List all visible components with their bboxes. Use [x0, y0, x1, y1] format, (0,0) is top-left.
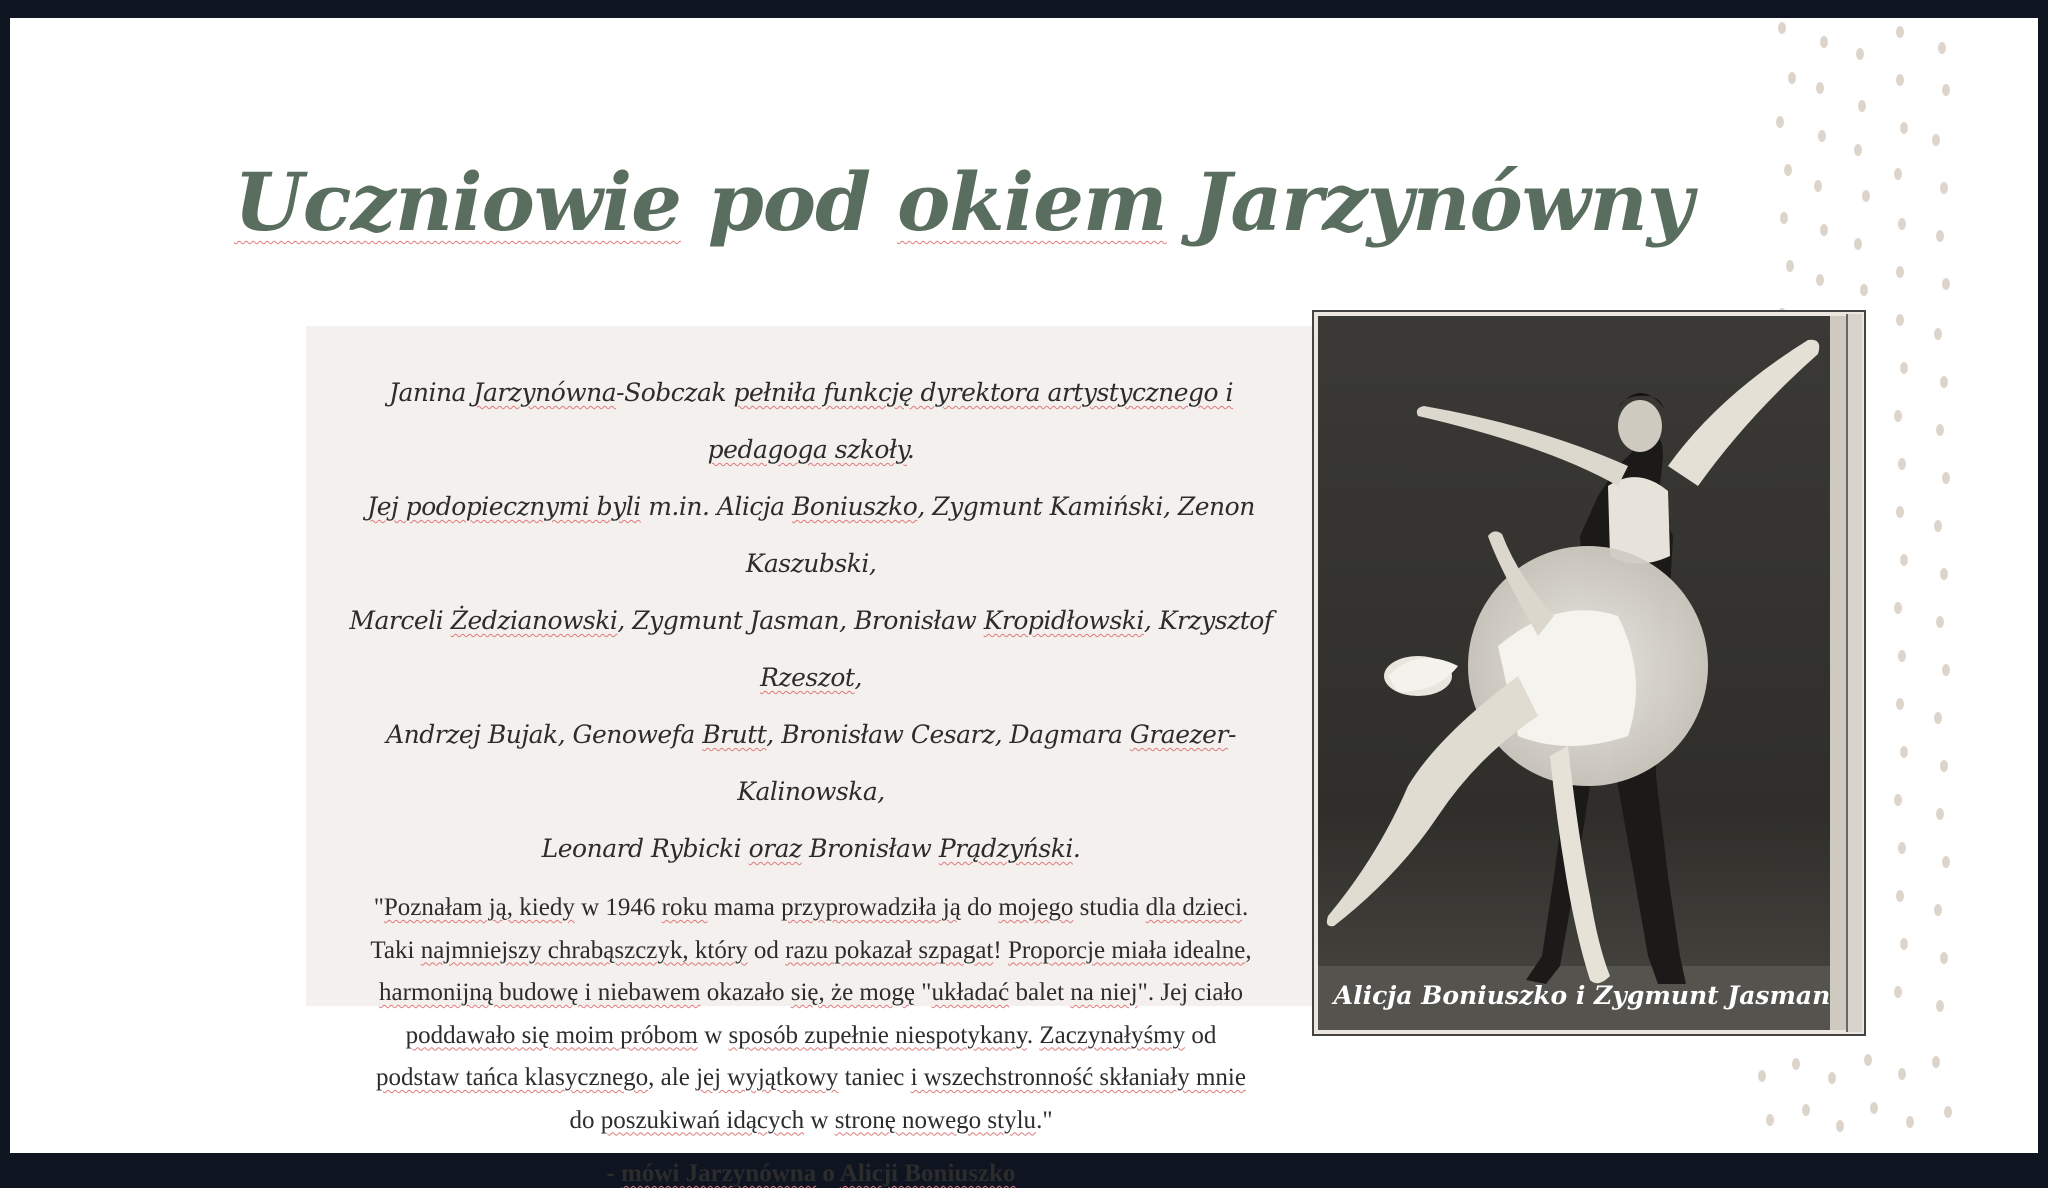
text-run: -: [606, 1160, 622, 1187]
text-run: okazało: [700, 979, 791, 1006]
text-run: Rzeszot: [760, 663, 855, 692]
photo-frame: [1312, 310, 1866, 1036]
text-run: Taki: [370, 936, 421, 964]
title-word: pod: [707, 155, 871, 249]
text-run: Alicji Boniuszko: [839, 1160, 1016, 1187]
text-run: i wszechstronność skłaniały mnie: [910, 1064, 1246, 1091]
presentation-slide: [10, 18, 2038, 1187]
text-run: -Sobczak: [616, 378, 734, 407]
text-run: jej wyjątkowy: [696, 1064, 839, 1091]
text-run: Poznałam ją, kiedy: [383, 894, 575, 921]
text-run: oraz: [748, 834, 802, 863]
text-run: Kropidłowski: [983, 606, 1144, 635]
text-run: m.in. Alicja: [640, 492, 793, 521]
text-run: Boniuszko: [792, 492, 918, 521]
text-run: w 1946: [574, 894, 662, 921]
text-run: Janina: [388, 378, 474, 407]
text-run: Andrzej Bujak, Genowefa: [386, 720, 703, 749]
title-word: Jarzynówny: [1193, 155, 1693, 249]
text-run: przyprowadziła ją: [781, 894, 961, 921]
text-run: Żedzianowski: [450, 606, 618, 635]
text-run: najmniejszy chrabąszczyk, który: [420, 936, 748, 964]
text-run: pełniła funkcję dyrektora artystycznego i pedagoga szkoły: [707, 378, 1234, 464]
text-run: dla dzieci: [1145, 894, 1243, 921]
text-run: stronę nowego stylu: [834, 1106, 1037, 1134]
text-run: się, że mogę: [790, 979, 915, 1006]
text-run: ".: [1137, 979, 1161, 1006]
photo-edge-strip: [1846, 314, 1862, 1032]
text-run: Jej podopiecznymi byli: [367, 492, 641, 521]
title-word: Uczniowie: [234, 155, 681, 249]
text-run: ,: [1245, 936, 1252, 964]
text-run: .: [906, 435, 915, 464]
photo-caption: Alicja Boniuszko i Zygmunt Jasman: [1333, 981, 1831, 1010]
quote-paragraph: [346, 887, 1276, 1142]
text-run: .: [1026, 1021, 1040, 1049]
text-run: , Bronisław Cesarz, Dagmara: [766, 720, 1130, 749]
text-run: Bronisław: [801, 834, 939, 863]
text-run: , Zygmunt Kamiński, Zenon Kaszubski,: [745, 492, 1255, 578]
text-run: Leonard Rybicki: [541, 834, 749, 863]
text-run: w: [697, 1021, 729, 1049]
text-panel: [306, 326, 1316, 1187]
text-run: balet: [1009, 979, 1071, 1006]
text-run: ": [373, 894, 384, 921]
text-run: !: [993, 936, 1008, 964]
text-run: Zaczynałyśmy: [1039, 1021, 1186, 1049]
text-run: podstaw tańca klasycznego: [376, 1064, 649, 1091]
text-run: od: [1185, 1021, 1217, 1049]
text-run: ,: [854, 663, 862, 692]
text-run: studia: [1073, 894, 1146, 921]
text-run: .: [1242, 894, 1249, 921]
text-run: ": [914, 979, 932, 1006]
text-run: Proporcje miała idealne: [1007, 936, 1246, 964]
text-run: roku: [661, 894, 708, 921]
text-run: mojego: [998, 894, 1074, 921]
students-paragraph: [346, 364, 1276, 877]
text-run: sposób zupełnie niespotykany: [728, 1021, 1027, 1049]
text-run: Jarzynówna: [473, 378, 617, 407]
ballet-photo: [1318, 316, 1846, 1030]
text-run: na niej: [1070, 979, 1138, 1006]
text-run: mówi Jarzynówna: [621, 1160, 817, 1187]
text-run: Jej ciało: [1160, 979, 1243, 1006]
text-run: -Kalinowska,: [737, 720, 1236, 806]
quote-attribution: [346, 1160, 1276, 1188]
text-run: o: [816, 1160, 840, 1187]
text-run: taniec: [838, 1064, 911, 1091]
text-run: do: [569, 1106, 601, 1134]
text-run: do: [960, 894, 999, 921]
text-run: .": [1036, 1106, 1053, 1134]
text-run: Marceli: [349, 606, 451, 635]
text-run: mama: [707, 894, 782, 921]
text-run: , Zygmunt Jasman, Bronisław: [617, 606, 984, 635]
text-run: w: [804, 1106, 835, 1134]
text-run: , ale: [648, 1064, 697, 1091]
text-run: układać: [931, 979, 1010, 1006]
text-run: Brutt: [702, 720, 767, 749]
text-run: Graezer: [1129, 720, 1228, 749]
text-run: .: [1072, 834, 1081, 863]
text-run: poddawało się moim próbom: [405, 1021, 698, 1049]
slide-title: [234, 155, 1693, 249]
text-run: harmonijną budowę i niebawem: [379, 979, 701, 1006]
text-run: od: [747, 936, 786, 964]
text-run: razu pokazał szpagat: [785, 936, 994, 964]
text-run: poszukiwań idących: [600, 1106, 805, 1134]
title-word: okiem: [896, 155, 1167, 249]
text-run: Prądzyński: [938, 834, 1073, 863]
ballet-dancers-illustration: [1318, 316, 1846, 1030]
text-run: , Krzysztof: [1143, 606, 1273, 635]
